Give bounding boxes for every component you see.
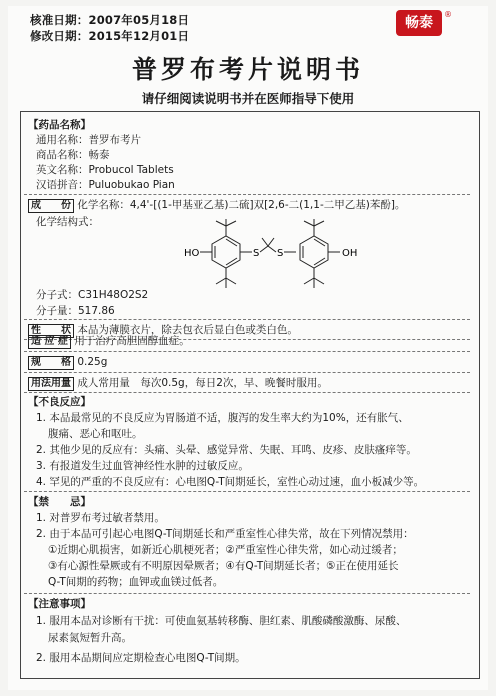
usage-row <box>28 376 328 391</box>
approval-date: 核准日期：2007年05月18日 <box>30 13 190 27</box>
precaution-line: 2. 服用本品期间应定期检查心电图Q-T间期。 <box>36 652 246 664</box>
composition-row <box>28 198 405 213</box>
usage-text: 成人常用量 每次0.5g，每日2次，早、晚餐时服用。 <box>77 377 328 389</box>
section-heading-contra: 【禁 忌】 <box>28 496 91 508</box>
left-benzene-ring <box>212 236 240 268</box>
brand-logo: 畅泰 <box>396 10 442 36</box>
contra-line: ③有心源性晕厥或有不明原因晕厥者；④有Q-T间期延长者；⑤正在使用延长 <box>48 560 399 572</box>
divider <box>24 319 470 320</box>
adverse-line: 3. 有报道发生过血管神经性水肿的过敏反应。 <box>36 460 249 472</box>
indication-label: 适 应 症 <box>28 335 71 349</box>
section-heading-precautions: 【注意事项】 <box>28 598 91 610</box>
contra-line: ①近期心肌损害，如新近心肌梗死者；②严重室性心律失常，如心动过缓者； <box>48 544 403 556</box>
divider <box>24 392 470 393</box>
english-name: 英文名称：Probucol Tablets <box>36 164 174 176</box>
adverse-line: 2. 其他少见的反应有：头痛、头晕、感觉异常、失眠、耳鸣、皮疹、皮肤瘙痒等。 <box>36 444 417 456</box>
s-left-label: S <box>253 248 260 259</box>
indication-text: 用于治疗高胆固醇血症。 <box>74 335 190 347</box>
brand-name: 商品名称：畅泰 <box>36 149 110 161</box>
revision-date: 修改日期：2015年12月01日 <box>30 29 190 43</box>
pinyin-name: 汉语拼音：Puluobukao Pian <box>36 179 175 191</box>
molecular-weight: 分子量：517.86 <box>36 305 115 317</box>
character-label: 性 状 <box>28 324 74 338</box>
divider <box>24 372 470 373</box>
molecular-formula: 分子式：C31H48O2S2 <box>36 289 149 301</box>
adverse-line: 1. 本品最常见的不良反应为胃肠道不适，腹泻的发生率大约为10%，还有胀气、 <box>36 412 409 424</box>
contra-line: 1. 对普罗布考过敏者禁用。 <box>36 512 165 524</box>
spec-row <box>28 355 107 370</box>
chemical-structure-diagram <box>160 218 380 294</box>
common-name: 通用名称：普罗布考片 <box>36 134 141 146</box>
spec-text: 0.25g <box>77 356 108 368</box>
structure-label: 化学结构式： <box>36 216 99 228</box>
ho-left-label: HO <box>184 248 200 259</box>
section-heading-name: 【药品名称】 <box>28 119 91 131</box>
registered-mark: ® <box>444 10 452 19</box>
divider <box>24 351 470 352</box>
character-text: 本品为薄膜衣片，除去包衣后显白色或类白色。 <box>77 324 298 336</box>
s-right-label: S <box>277 248 284 259</box>
adverse-line: 4. 罕见的严重的不良反应有：心电图Q-T间期延长，室性心动过速，血小板减少等。 <box>36 476 425 488</box>
divider <box>24 491 470 492</box>
adverse-line: 腹痛、恶心和呕吐。 <box>48 428 143 440</box>
precaution-line: 1. 服用本品对诊断有干扰：可使血氨基转移酶、胆红素、肌酸磷酸激酶、尿酸、 <box>36 615 407 627</box>
contra-line: 2. 由于本品可引起心电图Q-T间期延长和严重室性心律失常，故在下列情况禁用： <box>36 528 414 540</box>
indication-row <box>28 334 190 349</box>
oh-right-label: OH <box>342 248 358 259</box>
precaution-line: 尿素氮短暂升高。 <box>48 632 132 644</box>
divider <box>24 593 470 594</box>
contra-line: Q-T间期的药物；血钾或血镁过低者。 <box>48 576 224 588</box>
usage-label: 用法用量 <box>28 377 74 391</box>
right-benzene-ring <box>300 236 328 268</box>
chemical-name: 化学名称：4,4'-[(1-甲基亚乙基)二硫]双[2,6-二(1,1-二甲乙基)苯酚]。 <box>77 199 406 211</box>
document-subtitle: 请仔细阅读说明书并在医师指导下使用 <box>141 91 355 106</box>
composition-label: 成 份 <box>28 199 74 213</box>
spec-label: 规 格 <box>28 356 74 370</box>
section-heading-adverse: 【不良反应】 <box>28 396 91 408</box>
divider <box>24 194 470 195</box>
document-title: 普罗布考片说明书 <box>131 55 364 84</box>
